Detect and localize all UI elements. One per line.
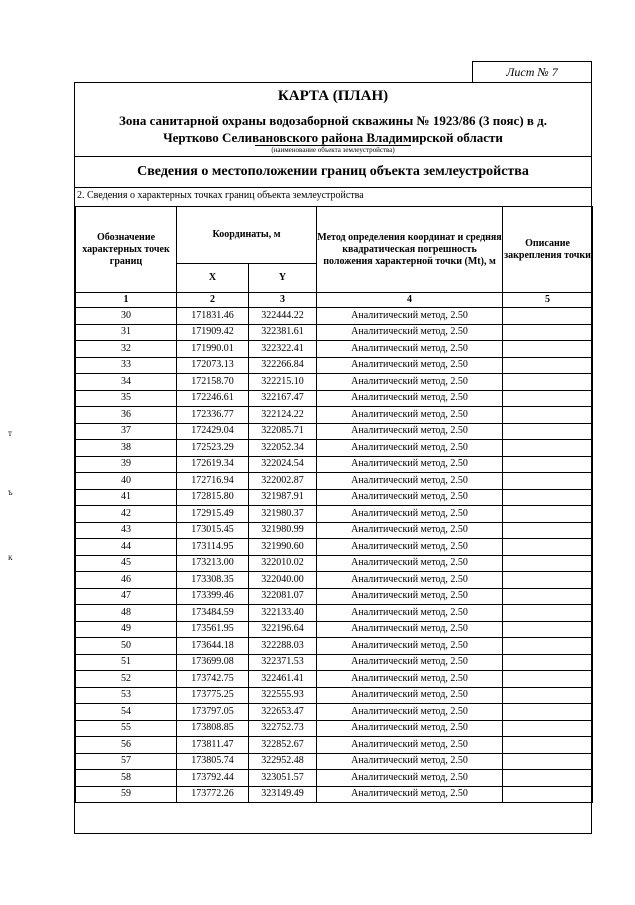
y-coordinate-cell: 321980.99 [249, 522, 317, 539]
method-cell: Аналитический метод, 2.50 [317, 621, 503, 638]
object-name-caption: (наименование объекта землеустройства) [255, 145, 411, 155]
description-cell [503, 737, 593, 754]
method-cell: Аналитический метод, 2.50 [317, 374, 503, 391]
method-cell: Аналитический метод, 2.50 [317, 456, 503, 473]
point-cell: 59 [76, 786, 177, 803]
margin-mark: ĸ [8, 552, 13, 562]
method-cell: Аналитический метод, 2.50 [317, 407, 503, 424]
point-cell: 52 [76, 671, 177, 688]
point-cell: 31 [76, 324, 177, 341]
table-row [76, 687, 593, 704]
method-cell: Аналитический метод, 2.50 [317, 572, 503, 589]
x-coordinate-cell: 173805.74 [177, 753, 249, 770]
description-cell [503, 324, 593, 341]
x-coordinate-cell: 172523.29 [177, 440, 249, 457]
y-coordinate-cell: 322124.22 [249, 407, 317, 424]
method-cell: Аналитический метод, 2.50 [317, 473, 503, 490]
method-cell: Аналитический метод, 2.50 [317, 786, 503, 803]
table-row [76, 473, 593, 490]
y-coordinate-cell: 322167.47 [249, 390, 317, 407]
zone-title-line-1: Зона санитарной охраны водозаборной скважины № 1923/86 (3 пояс) в д. [118, 113, 548, 128]
header-coordinates: Координаты, м [177, 207, 317, 264]
description-cell [503, 390, 593, 407]
point-cell: 34 [76, 374, 177, 391]
table-row [76, 522, 593, 539]
description-cell [503, 588, 593, 605]
point-cell: 49 [76, 621, 177, 638]
column-number-row [76, 293, 593, 308]
y-coordinate-cell: 322752.73 [249, 720, 317, 737]
y-coordinate-cell: 322461.41 [249, 671, 317, 688]
header-point-designation: Обозначение характерных точек границ [76, 207, 177, 293]
description-cell [503, 621, 593, 638]
method-cell: Аналитический метод, 2.50 [317, 506, 503, 523]
y-coordinate-cell: 322952.48 [249, 753, 317, 770]
x-coordinate-cell: 173308.35 [177, 572, 249, 589]
map-title: КАРТА (ПЛАН) [277, 88, 389, 104]
x-coordinate-cell: 172158.70 [177, 374, 249, 391]
method-cell: Аналитический метод, 2.50 [317, 390, 503, 407]
table-row [76, 423, 593, 440]
point-cell: 53 [76, 687, 177, 704]
method-cell: Аналитический метод, 2.50 [317, 704, 503, 721]
point-cell: 57 [76, 753, 177, 770]
method-cell: Аналитический метод, 2.50 [317, 671, 503, 688]
table-row [76, 341, 593, 358]
y-coordinate-cell: 322215.10 [249, 374, 317, 391]
header-y: Y [249, 264, 317, 293]
y-coordinate-cell: 322266.84 [249, 357, 317, 374]
table-row [76, 357, 593, 374]
method-cell: Аналитический метод, 2.50 [317, 308, 503, 325]
x-coordinate-cell: 172619.34 [177, 456, 249, 473]
method-cell: Аналитический метод, 2.50 [317, 654, 503, 671]
method-cell: Аналитический метод, 2.50 [317, 605, 503, 622]
description-cell [503, 572, 593, 589]
point-cell: 56 [76, 737, 177, 754]
y-coordinate-cell: 322555.93 [249, 687, 317, 704]
table-row [76, 786, 593, 803]
y-coordinate-cell: 322002.87 [249, 473, 317, 490]
point-cell: 55 [76, 720, 177, 737]
method-cell: Аналитический метод, 2.50 [317, 341, 503, 358]
point-cell: 39 [76, 456, 177, 473]
point-cell: 42 [76, 506, 177, 523]
x-coordinate-cell: 173015.45 [177, 522, 249, 539]
point-cell: 36 [76, 407, 177, 424]
description-cell [503, 720, 593, 737]
x-coordinate-cell: 172073.13 [177, 357, 249, 374]
x-coordinate-cell: 173699.08 [177, 654, 249, 671]
x-coordinate-cell: 173213.00 [177, 555, 249, 572]
column-number: 4 [317, 293, 503, 308]
y-coordinate-cell: 323051.57 [249, 770, 317, 787]
x-coordinate-cell: 171909.42 [177, 324, 249, 341]
method-cell: Аналитический метод, 2.50 [317, 588, 503, 605]
table-row [76, 654, 593, 671]
x-coordinate-cell: 173742.75 [177, 671, 249, 688]
method-cell: Аналитический метод, 2.50 [317, 753, 503, 770]
table-row [76, 588, 593, 605]
x-coordinate-cell: 172429.04 [177, 423, 249, 440]
method-cell: Аналитический метод, 2.50 [317, 638, 503, 655]
document-frame [74, 82, 592, 834]
table-row [76, 671, 593, 688]
table-row [76, 605, 593, 622]
y-coordinate-cell: 323149.49 [249, 786, 317, 803]
x-coordinate-cell: 173811.47 [177, 737, 249, 754]
table-row [76, 308, 593, 325]
point-cell: 47 [76, 588, 177, 605]
y-coordinate-cell: 322444.22 [249, 308, 317, 325]
method-cell: Аналитический метод, 2.50 [317, 687, 503, 704]
point-cell: 30 [76, 308, 177, 325]
y-coordinate-cell: 322322.41 [249, 341, 317, 358]
y-coordinate-cell: 322010.02 [249, 555, 317, 572]
y-coordinate-cell: 321980.37 [249, 506, 317, 523]
y-coordinate-cell: 322024.54 [249, 456, 317, 473]
margin-mark: т [8, 428, 12, 438]
point-cell: 43 [76, 522, 177, 539]
point-cell: 33 [76, 357, 177, 374]
column-number: 1 [76, 293, 177, 308]
description-cell [503, 687, 593, 704]
point-cell: 40 [76, 473, 177, 490]
x-coordinate-cell: 173797.05 [177, 704, 249, 721]
table-row [76, 704, 593, 721]
point-cell: 50 [76, 638, 177, 655]
method-cell: Аналитический метод, 2.50 [317, 324, 503, 341]
x-coordinate-cell: 173399.46 [177, 588, 249, 605]
x-coordinate-cell: 171831.46 [177, 308, 249, 325]
x-coordinate-cell: 172336.77 [177, 407, 249, 424]
description-cell [503, 374, 593, 391]
zone-title-line-2: Чертково Селивановского района Владимирской области [163, 130, 503, 145]
y-coordinate-cell: 321990.60 [249, 539, 317, 556]
method-cell: Аналитический метод, 2.50 [317, 522, 503, 539]
description-cell [503, 506, 593, 523]
x-coordinate-cell: 172716.94 [177, 473, 249, 490]
description-cell [503, 654, 593, 671]
table-row [76, 555, 593, 572]
table-row [76, 572, 593, 589]
point-cell: 44 [76, 539, 177, 556]
description-cell [503, 489, 593, 506]
x-coordinate-cell: 173644.18 [177, 638, 249, 655]
description-cell [503, 407, 593, 424]
table-row [76, 720, 593, 737]
method-cell: Аналитический метод, 2.50 [317, 423, 503, 440]
description-cell [503, 440, 593, 457]
description-cell [503, 671, 593, 688]
description-cell [503, 704, 593, 721]
column-number: 2 [177, 293, 249, 308]
point-cell: 51 [76, 654, 177, 671]
boundary-points-table [75, 206, 593, 803]
x-coordinate-cell: 173792.44 [177, 770, 249, 787]
table-row [76, 374, 593, 391]
description-cell [503, 539, 593, 556]
column-number: 5 [503, 293, 593, 308]
x-coordinate-cell: 173114.95 [177, 539, 249, 556]
point-cell: 35 [76, 390, 177, 407]
x-coordinate-cell: 173808.85 [177, 720, 249, 737]
description-cell [503, 770, 593, 787]
description-cell [503, 555, 593, 572]
section-title: Сведения о местоположении границ объекта землеустройства [75, 156, 591, 188]
y-coordinate-cell: 322852.67 [249, 737, 317, 754]
x-coordinate-cell: 171990.01 [177, 341, 249, 358]
y-coordinate-cell: 322052.34 [249, 440, 317, 457]
method-cell: Аналитический метод, 2.50 [317, 357, 503, 374]
description-cell [503, 638, 593, 655]
y-coordinate-cell: 322653.47 [249, 704, 317, 721]
table-row [76, 539, 593, 556]
table-row [76, 770, 593, 787]
y-coordinate-cell: 322381.61 [249, 324, 317, 341]
method-cell: Аналитический метод, 2.50 [317, 770, 503, 787]
description-cell [503, 605, 593, 622]
y-coordinate-cell: 322288.03 [249, 638, 317, 655]
table-row [76, 621, 593, 638]
y-coordinate-cell: 322133.40 [249, 605, 317, 622]
point-cell: 54 [76, 704, 177, 721]
subsection-title: 2. Сведения о характерных точках границ объекта землеустройства [77, 190, 364, 201]
x-coordinate-cell: 173561.95 [177, 621, 249, 638]
description-cell [503, 423, 593, 440]
sheet-number-label: Лист № 7 [472, 61, 592, 83]
table-row [76, 638, 593, 655]
column-number: 3 [249, 293, 317, 308]
header-description: Описание закрепления точки [503, 207, 593, 293]
point-cell: 41 [76, 489, 177, 506]
method-cell: Аналитический метод, 2.50 [317, 440, 503, 457]
x-coordinate-cell: 173772.26 [177, 786, 249, 803]
point-cell: 37 [76, 423, 177, 440]
description-cell [503, 473, 593, 490]
description-cell [503, 308, 593, 325]
table-row [76, 753, 593, 770]
x-coordinate-cell: 172246.61 [177, 390, 249, 407]
y-coordinate-cell: 322371.53 [249, 654, 317, 671]
point-cell: 46 [76, 572, 177, 589]
x-coordinate-cell: 172815.80 [177, 489, 249, 506]
point-cell: 32 [76, 341, 177, 358]
description-cell [503, 341, 593, 358]
table-row [76, 324, 593, 341]
header-x: X [177, 264, 249, 293]
y-coordinate-cell: 322196.64 [249, 621, 317, 638]
table-row [76, 456, 593, 473]
table-row [76, 737, 593, 754]
y-coordinate-cell: 322081.07 [249, 588, 317, 605]
y-coordinate-cell: 321987.91 [249, 489, 317, 506]
description-cell [503, 456, 593, 473]
method-cell: Аналитический метод, 2.50 [317, 539, 503, 556]
table-row [76, 440, 593, 457]
method-cell: Аналитический метод, 2.50 [317, 555, 503, 572]
point-cell: 38 [76, 440, 177, 457]
description-cell [503, 786, 593, 803]
method-cell: Аналитический метод, 2.50 [317, 489, 503, 506]
description-cell [503, 357, 593, 374]
table-row [76, 390, 593, 407]
x-coordinate-cell: 173484.59 [177, 605, 249, 622]
y-coordinate-cell: 322040.00 [249, 572, 317, 589]
description-cell [503, 522, 593, 539]
point-cell: 45 [76, 555, 177, 572]
x-coordinate-cell: 173775.25 [177, 687, 249, 704]
header-method: Метод определения координат и средняя квадратическая погрешность положения характерной точки (Mt), м [317, 207, 503, 293]
point-cell: 48 [76, 605, 177, 622]
method-cell: Аналитический метод, 2.50 [317, 737, 503, 754]
table-row [76, 407, 593, 424]
table-row [76, 506, 593, 523]
point-cell: 58 [76, 770, 177, 787]
y-coordinate-cell: 322085.71 [249, 423, 317, 440]
title-block [75, 83, 591, 157]
table-row [76, 489, 593, 506]
method-cell: Аналитический метод, 2.50 [317, 720, 503, 737]
margin-mark: ъ [8, 487, 13, 497]
description-cell [503, 753, 593, 770]
x-coordinate-cell: 172915.49 [177, 506, 249, 523]
